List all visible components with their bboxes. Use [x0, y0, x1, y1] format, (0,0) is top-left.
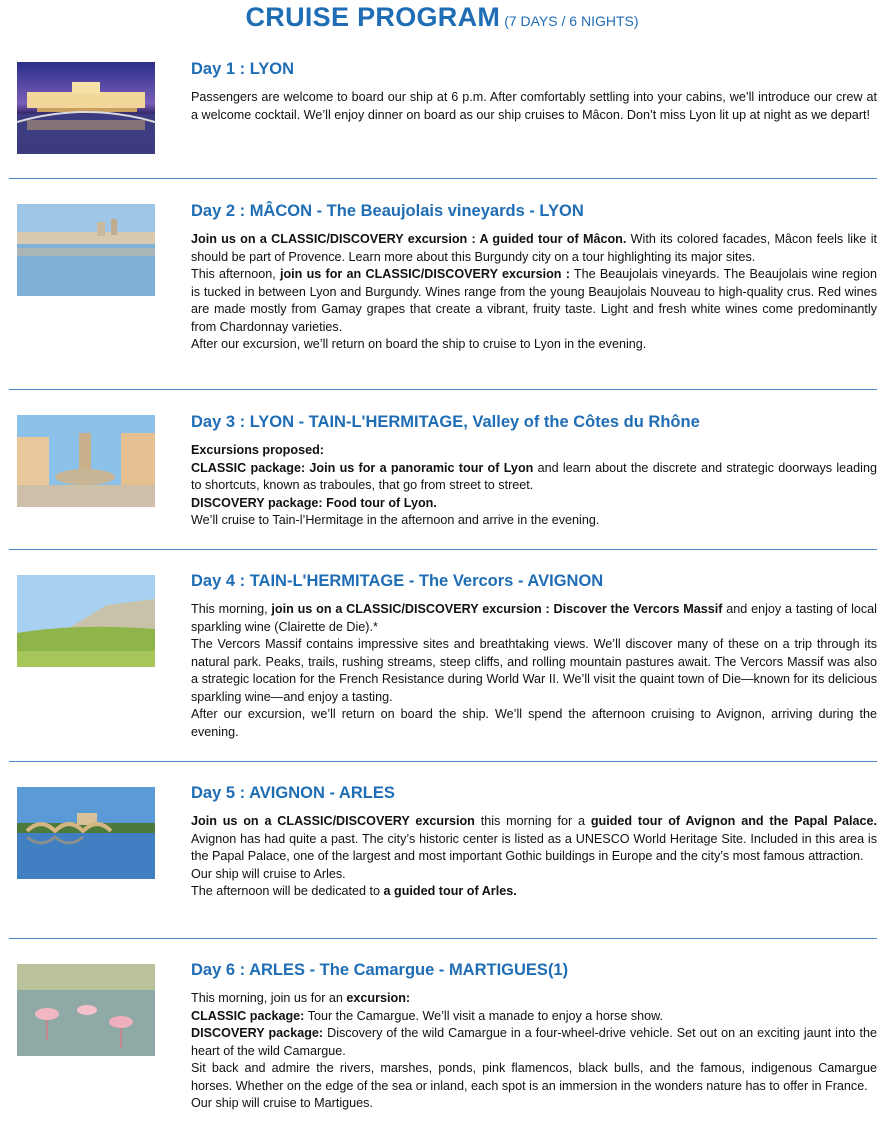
day-2-description — [191, 231, 877, 354]
day-6-description — [191, 990, 877, 1113]
text: The Beaujolais vineyards. The Beaujolais wine region is tucked in between Lyon and Burgundy. Wines range from the young Beaujolais Nouveau to high-quality crus. Red wines are made mostly from Gamay grapes that create a vibrant, fruity taste. Light and fresh white wines come predominantly from Chardonnay varieties. — [191, 267, 877, 334]
text: With its colored facades, Mâcon feels like it should be part of Provence. Learn more about this Burgundy city on a tour highlighting its major sites. — [191, 232, 877, 264]
text: Discovery of the wild Camargue in a four-wheel-drive vehicle. Set out on an exciting jaunt into the heart of the wild Camargue. — [191, 1026, 877, 1058]
day-3-paragraph — [191, 442, 877, 460]
text: Our ship will cruise to Martigues. — [191, 1096, 373, 1110]
bold-text: join us on a CLASSIC/DISCOVERY excursion : Discover the Vercors Massif — [271, 602, 723, 616]
day-2-paragraph — [191, 266, 877, 336]
vercors-landscape-photo — [17, 575, 155, 667]
divider — [9, 389, 877, 390]
bold-text: DISCOVERY package: — [191, 1026, 324, 1040]
day-3-description — [191, 442, 877, 530]
bold-text: Join us on a CLASSIC/DISCOVERY excursion — [191, 814, 475, 828]
day-4-paragraph — [191, 706, 877, 741]
day-5-heading: Day 5 : AVIGNON - ARLES — [191, 784, 395, 802]
program-title: CRUISE PROGRAM — [245, 2, 501, 32]
bold-text: CLASSIC package: Join us for a panoramic tour of Lyon — [191, 460, 534, 475]
day-3-heading: Day 3 : LYON - TAIN-L'HERMITAGE, Valley of the Côtes du Rhône — [191, 413, 700, 431]
bold-text: excursion: — [346, 991, 411, 1005]
day-1-description — [191, 89, 877, 124]
divider — [9, 549, 877, 550]
text: and learn about the discrete and strategic doorways leading to shortcuts, known as traboules, that go from street to street. — [191, 460, 877, 492]
text: Our ship will cruise to Arles. — [191, 866, 346, 881]
bold-text: a guided tour of Arles. — [383, 884, 517, 898]
day-6-paragraph — [191, 1060, 877, 1095]
text: After our excursion, we’ll return on board the ship. We’ll spend the afternoon cruising to Avignon, arriving during the evening. — [191, 707, 877, 739]
day-1-heading: Day 1 : LYON — [191, 60, 295, 78]
divider — [9, 938, 877, 939]
day-6-paragraph — [191, 990, 877, 1008]
bold-text: Join us on a CLASSIC/DISCOVERY excursion : A guided tour of Mâcon. — [191, 232, 627, 246]
day-5-description — [191, 813, 877, 901]
text: this morning for a — [474, 814, 591, 828]
day-4-paragraph — [191, 636, 877, 706]
bold-text: DISCOVERY package: Food tour of Lyon. — [191, 495, 437, 510]
day-2-paragraph — [191, 231, 877, 266]
day-4-description — [191, 601, 877, 741]
day-2-paragraph — [191, 336, 877, 354]
day-3-paragraph — [191, 460, 877, 495]
text: We’ll cruise to Tain-l’Hermitage in the afternoon and arrive in the evening. — [191, 513, 600, 527]
bold-text: Excursions proposed: — [191, 443, 324, 457]
day-3-paragraph — [191, 512, 877, 530]
macon-riverside-photo — [17, 204, 155, 296]
divider — [9, 761, 877, 762]
day-5-paragraph — [191, 883, 877, 901]
bold-text: join us for an CLASSIC/DISCOVERY excursion : — [279, 267, 570, 281]
camargue-flamingos-photo — [17, 964, 155, 1056]
lyon-night-photo — [17, 62, 155, 154]
text: After our excursion, we’ll return on board the ship to cruise to Lyon in the evening. — [191, 337, 647, 351]
lyon-fountain-photo — [17, 415, 155, 507]
day-1-paragraph — [191, 89, 877, 124]
text: Sit back and admire the rivers, marshes, ponds, pink flamencos, black bulls, and the famous, indigenous Camargue horses. Whether on the edge of the sea or inland, each spot is an immersion in the wonders nature has to offer in France. — [191, 1061, 877, 1093]
day-6-paragraph — [191, 1008, 877, 1026]
program-duration: (7 DAYS / 6 NIGHTS) — [504, 13, 639, 29]
text: The afternoon will be dedicated to — [191, 884, 384, 898]
text: Passengers are welcome to board our ship at 6 p.m. After comfortably settling into your cabins, we’ll introduce our crew at a welcome cocktail. We’ll enjoy dinner on board as our ship cruises to Mâcon. Don’t miss Lyon lit up at night as we depart! — [191, 90, 877, 122]
day-5-paragraph — [191, 813, 877, 866]
text: The Vercors Massif contains impressive sites and breathtaking views. We’ll discover many of these on a trip through its natural park. Peaks, trails, rushing streams, steep cliffs, and rolling mountain pastures await. The Vercors Massif was also a strategic location for the French Resistance during World War II. We’ll visit the quaint town of Die—known for its delicious sparkling wine—and enjoy a tasting. — [191, 637, 877, 704]
text: This morning, — [191, 602, 272, 616]
day-6-paragraph — [191, 1025, 877, 1060]
bold-text: guided tour of Avignon and the Papal Palace. — [590, 814, 877, 828]
day-3-paragraph — [191, 495, 877, 513]
text: Avignon has had quite a past. The city’s historic center is listed as a UNESCO World Heritage Site. Included in this area is the Papal Palace, one of the largest and most important Gothic buildings in Europe and the city’s most famous attraction. — [191, 831, 877, 863]
day-4-heading: Day 4 : TAIN-L'HERMITAGE - The Vercors - AVIGNON — [191, 572, 604, 590]
text: This afternoon, — [191, 267, 280, 281]
divider — [9, 178, 877, 179]
day-5-paragraph — [191, 866, 877, 884]
day-6-heading: Day 6 : ARLES - The Camargue - MARTIGUES(1) — [191, 961, 569, 979]
day-4-paragraph — [191, 601, 877, 636]
avignon-bridge-photo — [17, 787, 155, 879]
page-title — [0, 2, 884, 33]
day-6-paragraph — [191, 1095, 877, 1113]
text: Tour the Camargue. We’ll visit a manade to enjoy a horse show. — [304, 1008, 664, 1023]
text: and enjoy a tasting of local sparkling wine (Clairette de Die).* — [191, 602, 877, 634]
day-2-heading: Day 2 : MÂCON - The Beaujolais vineyards - LYON — [191, 202, 584, 220]
text: This morning, join us for an — [191, 991, 347, 1005]
bold-text: CLASSIC package: — [191, 1008, 305, 1023]
